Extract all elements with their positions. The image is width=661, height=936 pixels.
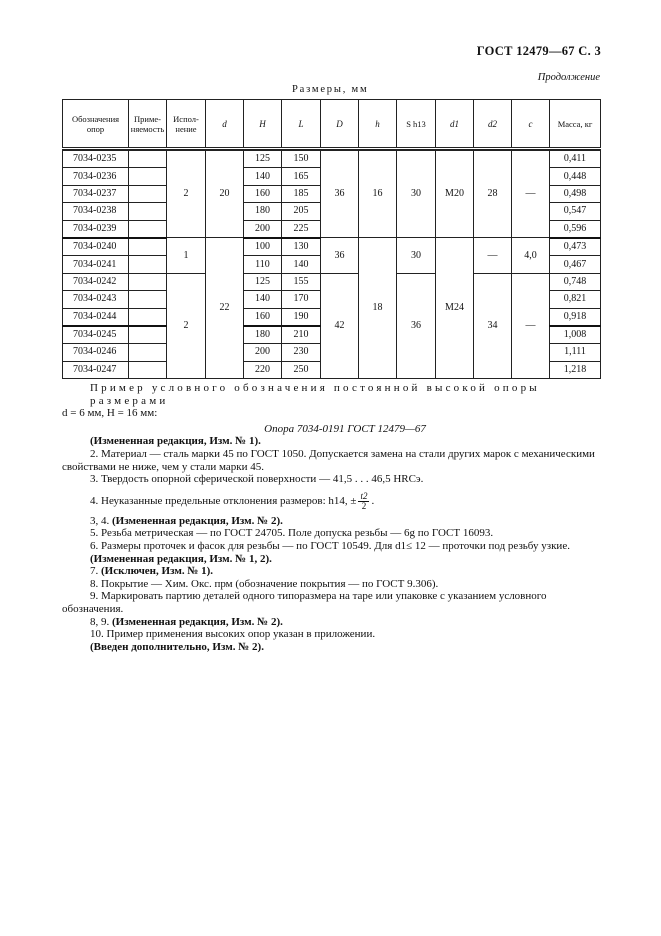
table-row: 7034-0244 160 190 0,918 <box>63 308 601 326</box>
edit-note-12: (Измененная редакция, Изм. № 1, 2). <box>90 552 272 565</box>
note-3: 3. Твердость опорной сферической поверхности — 41,5 . . . 46,5 HRCэ. <box>90 473 424 486</box>
note-10: 10. Пример применения высоких опор указан в приложении. <box>90 628 376 641</box>
table-row: 7034-0236 140 165 0,448 <box>63 168 601 185</box>
page-header: ГОСТ 12479—67 С. 3 <box>476 44 601 58</box>
note-3-4: 3, 4. (Измененная редакция, Изм. № 2). <box>90 514 283 527</box>
note-4: 4. Неуказанные предельные отклонения размеров: h14, ± $\frac{t2}{2}$ . <box>90 490 375 511</box>
col-D: D <box>321 100 359 149</box>
table-row: 7034-0247 220 250 1,218 <box>63 361 601 378</box>
continued-label: Продолжение <box>537 72 600 83</box>
table-row: 7034-0245 180 210 1,008 <box>63 326 601 344</box>
table-row: 7034-0240 1 22 100 130 36 18 30 M24 — 4,0 0,473 <box>63 238 601 256</box>
table-row: 7034-0237 160 185 0,498 <box>63 185 601 202</box>
col-h: h <box>359 100 397 149</box>
col-d2: d2 <box>474 100 512 149</box>
table-row: 7034-0238 180 205 0,547 <box>63 203 601 220</box>
intro-note: (Введен дополнительно, Изм. № 2). <box>90 640 264 653</box>
table-row: 7034-0246 200 230 1,111 <box>63 344 601 361</box>
dimensions-table <box>62 99 601 379</box>
table-row: 7034-0242 2 125 155 42 36 34 — 0,748 <box>63 273 601 290</box>
table-caption: Размеры, мм <box>292 84 369 95</box>
col-primenyaemost: Приме-няемость <box>129 100 167 149</box>
example-heading: Пример условного обозначения постоянной высокой опоры размерами <box>90 382 540 407</box>
col-ispolnenie: Испол-нение <box>167 100 206 149</box>
example-params: d = 6 мм, H = 16 мм: <box>62 407 158 420</box>
note-8-9: 8, 9. (Измененная редакция, Изм. № 2). <box>90 615 283 628</box>
table-header-row <box>63 100 601 149</box>
col-L: L <box>282 100 321 149</box>
col-H: H <box>244 100 282 149</box>
col-d: d <box>206 100 244 149</box>
col-c: c <box>512 100 550 149</box>
note-9: 9. Маркировать партию деталей одного типоразмера на таре или упаковке с указанием условного обозначения. <box>62 590 547 615</box>
col-massa: Масса, кг <box>550 100 601 149</box>
note-8: 8. Покрытие — Хим. Окс. прм (обозначение покрытия — по ГОСТ 9.306). <box>90 577 439 590</box>
col-oboznachenie: Обозначения опор <box>63 100 129 149</box>
edit-note-1: (Измененная редакция, Изм. № 1). <box>90 435 261 448</box>
table-row: 7034-0243 140 170 0,821 <box>63 291 601 308</box>
notes-text <box>62 382 600 653</box>
example-designation: Опора 7034-0191 ГОСТ 12479—67 <box>264 422 426 435</box>
note-7: 7. (Исключен, Изм. № 1). <box>90 565 214 578</box>
note-6: 6. Размеры проточек и фасок для резьбы — по ГОСТ 10549. Для d1≤ 12 — проточки под резьбу узкие. <box>90 539 570 552</box>
table-row: 7034-0235 2 20 125 150 36 16 30 M20 28 — 0,411 <box>63 151 601 168</box>
table-row: 7034-0241 110 140 0,467 <box>63 256 601 273</box>
col-S: S h13 <box>397 100 436 149</box>
col-d1: d1 <box>436 100 474 149</box>
note-2: 2. Материал — сталь марки 45 по ГОСТ 1050. Допускается замена на стали других марок с механическими свойствами не ниже, чем у стали марки 45. <box>62 447 595 473</box>
table-row: 7034-0239 200 225 0,596 <box>63 220 601 238</box>
note-5: 5. Резьба метрическая — по ГОСТ 24705. Поле допуска резьбы — 6g по ГОСТ 16093. <box>90 527 494 540</box>
